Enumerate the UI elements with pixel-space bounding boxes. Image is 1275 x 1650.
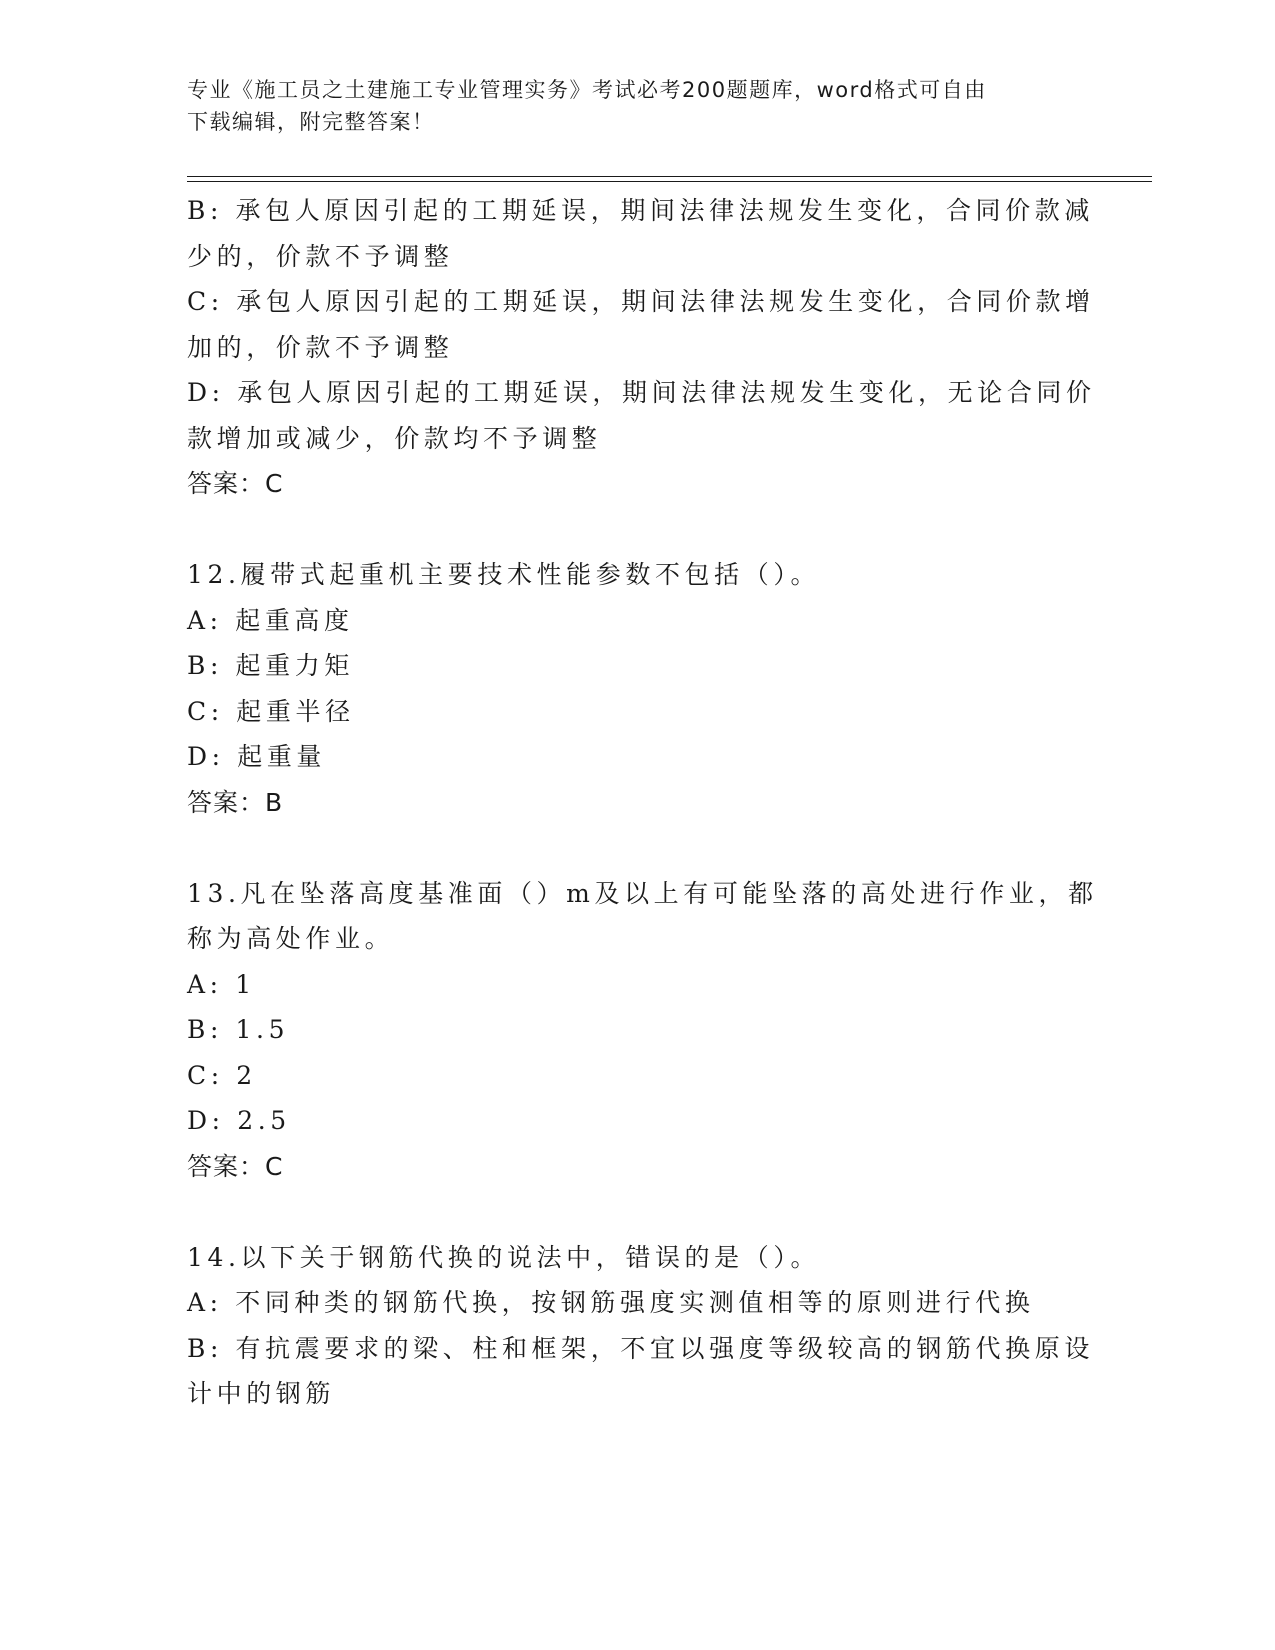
question-text-continued: 称为高处作业。: [187, 924, 395, 953]
option-c: C: 2: [187, 1060, 257, 1090]
option-d-continued: 款增加或减少，价款均不予调整: [187, 423, 602, 453]
option-b: B: 起重力矩: [187, 651, 354, 680]
option-d: D: 起重量: [187, 742, 327, 771]
option-c: C: 承包人原因引起的工期延误，期间法律法规发生变化，合同价款增: [187, 287, 1095, 316]
question-13: [187, 871, 1098, 1190]
header-divider-bottom: [187, 181, 1152, 182]
header-line-1: 专业《施工员之土建施工专业管理实务》考试必考200题题库，word格式可自由: [187, 78, 987, 102]
option-d: D: 2.5: [187, 1106, 291, 1135]
header-divider-top: [187, 176, 1152, 177]
option-b: B: 承包人原因引起的工期延误，期间法律法规发生变化，合同价款减: [187, 196, 1094, 225]
spacer: [187, 1189, 1087, 1235]
question-11: [187, 188, 1096, 507]
header-line-2: 下载编辑，附完整答案！: [187, 110, 435, 134]
spacer: [187, 507, 1087, 553]
spacer: [187, 825, 1087, 871]
question-text: 14.以下关于钢筋代换的说法中，错误的是（）。: [187, 1242, 821, 1272]
option-b: B: 有抗震要求的梁、柱和框架，不宜以强度等级较高的钢筋代换原设: [187, 1333, 1094, 1363]
option-b-continued: 计中的钢筋: [187, 1379, 336, 1408]
question-14: [187, 1235, 1094, 1417]
answer: 答案：C: [187, 469, 284, 498]
option-b: B: 1.5: [187, 1015, 290, 1044]
answer: 答案：C: [187, 1151, 284, 1181]
option-a: A: 1: [187, 969, 256, 999]
question-list: [187, 188, 1098, 1417]
option-a: A: 起重高度: [187, 605, 354, 635]
option-c: C: 起重半径: [187, 696, 355, 726]
question-12: [187, 552, 1087, 825]
question-text: 12.履带式起重机主要技术性能参数不包括（）。: [187, 560, 821, 589]
answer: 答案：B: [187, 787, 284, 817]
question-text: 13.凡在坠落高度基准面（）m及以上有可能坠落的高处进行作业，都: [187, 878, 1098, 908]
document-header: [187, 74, 1067, 138]
option-d: D: 承包人原因引起的工期延误，期间法律法规发生变化，无论合同价: [187, 378, 1096, 407]
option-b-continued: 少的，价款不予调整: [187, 241, 454, 271]
option-c-continued: 加的，价款不予调整: [187, 332, 454, 362]
option-a: A: 不同种类的钢筋代换，按钢筋强度实测值相等的原则进行代换: [187, 1288, 1035, 1317]
